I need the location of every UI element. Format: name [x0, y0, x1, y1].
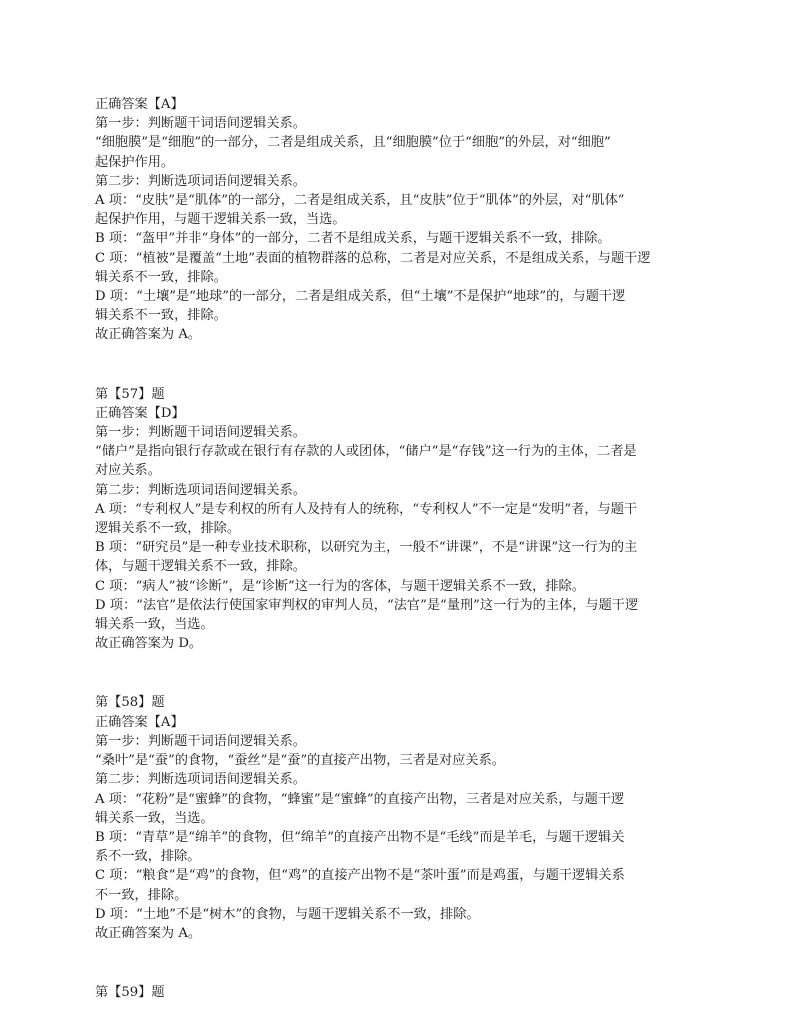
option-c-line: C 项：“粮食”是“鸡”的食物，但“鸡”的直接产出物不是“茶叶蛋”而是鸡蛋，与题干逻辑关系 [95, 868, 625, 884]
option-c-line: C 项：“病人”被“诊断”，是“诊断”这一行为的客体，与题干逻辑关系不一致，排除。 [95, 578, 585, 594]
option-a-line: A 项：“花粉”是“蜜蜂”的食物，“蜂蜜”是“蜜蜂”的直接产出物，三者是对应关系，与题干逻 [95, 791, 625, 807]
option-b-line: B 项：“研究员”是一种专业技术职称，以研究为主，一般不“讲课”，不是“讲课”这一行为的主 [95, 540, 638, 556]
option-b-line: 体，与题干逻辑关系不一致，排除。 [95, 559, 306, 575]
step-two-heading: 第二步：判断选项词语间逻辑关系。 [95, 173, 306, 189]
conclusion-line: 故正确答案为 A。 [95, 327, 202, 343]
option-a-line: A 项：“皮肤”是“肌体”的一部分，二者是组成关系，且“皮肤”位于“肌体”的外层，对“肌体” [95, 193, 625, 209]
step-two-heading: 第二步：判断选项词语间逻辑关系。 [95, 482, 306, 498]
explanation-line: 起保护作用。 [95, 154, 175, 170]
option-d-line: 辑关系不一致，排除。 [95, 308, 227, 324]
answer-section-58 [95, 693, 715, 943]
correct-answer: 正确答案【A】 [95, 97, 184, 112]
option-d-line: D 项：“土壤”是“地球”的一部分，二者是组成关系，但“土壤”不是保护“地球”的，与题干逻 [95, 289, 626, 305]
conclusion-line: 故正确答案为 A。 [95, 925, 202, 941]
conclusion-line: 故正确答案为 D。 [95, 636, 203, 652]
option-d-line: 辑关系一致，当选。 [95, 617, 214, 633]
answer-section-59 [95, 983, 715, 1002]
option-b-line: B 项：“青草”是“绵羊”的食物，但“绵羊”的直接产出物不是“毛线”而是羊毛，与题干逻辑关 [95, 829, 625, 845]
explanation-line: “储户”是指向银行存款或在银行有存款的人或团体，“储户”是“存钱”这一行为的主体，二者是 [95, 444, 637, 460]
option-a-line: 逻辑关系不一致，排除。 [95, 521, 241, 537]
answer-section-57 [95, 385, 715, 654]
option-a-line: A 项：“专利权人”是专利权的所有人及持有人的统称，“专利权人”不一定是“发明”者，与题干 [95, 501, 638, 517]
explanation-line: 对应关系。 [95, 463, 161, 479]
option-b-line: 系不一致，排除。 [95, 849, 201, 865]
question-title: 第【58】题 [95, 695, 165, 711]
option-a-line: 辑关系一致，当选。 [95, 810, 214, 826]
option-d-line: D 项：“法官”是依法行使国家审判权的审判人员，“法官”是“量刑”这一行为的主体，与题干逻 [95, 597, 639, 613]
correct-answer: 正确答案【D】 [95, 405, 185, 421]
option-c-line: 不一致，排除。 [95, 887, 188, 903]
question-title: 第【59】题 [95, 985, 165, 1001]
step-one-heading: 第一步：判断题干词语间逻辑关系。 [95, 425, 306, 441]
step-one-heading: 第一步：判断题干词语间逻辑关系。 [95, 733, 306, 749]
answer-explanations [95, 95, 715, 1002]
question-title: 第【57】题 [95, 386, 165, 402]
explanation-line: “细胞膜”是“细胞”的一部分，二者是组成关系，且“细胞膜”位于“细胞”的外层，对“细胞” [95, 135, 611, 151]
option-d-line: D 项：“土地”不是“树木”的食物，与题干逻辑关系不一致，排除。 [95, 906, 480, 922]
option-c-line: 辑关系不一致，排除。 [95, 269, 227, 285]
step-two-heading: 第二步：判断选项词语间逻辑关系。 [95, 772, 306, 788]
correct-answer: 正确答案【A】 [95, 714, 184, 730]
step-one-heading: 第一步：判断题干词语间逻辑关系。 [95, 116, 306, 132]
option-a-line: 起保护作用，与题干逻辑关系一致，当选。 [95, 212, 346, 228]
answer-section-56 [95, 95, 715, 345]
option-b-line: B 项：“盔甲”并非“身体”的一部分，二者不是组成关系，与题干逻辑关系不一致，排除。 [95, 231, 611, 247]
explanation-line: “桑叶”是“蚕”的食物，“蚕丝”是“蚕”的直接产出物，三者是对应关系。 [95, 753, 505, 769]
option-c-line: C 项：“植被”是覆盖“土地”表面的植物群落的总称，二者是对应关系，不是组成关系，与题干逻 [95, 250, 651, 266]
